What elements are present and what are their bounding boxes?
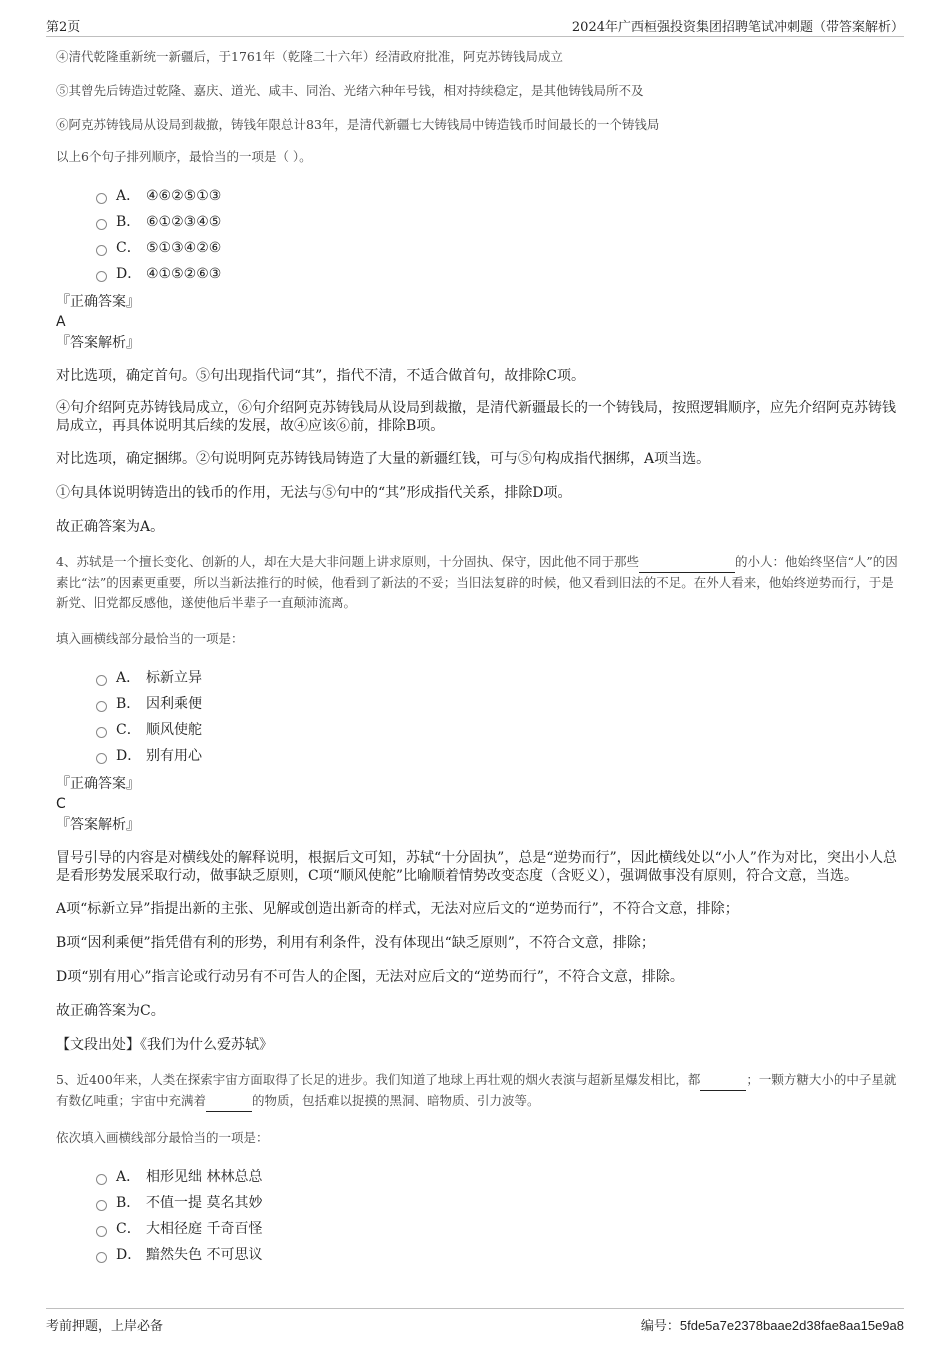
- q5-blank-1: [700, 1070, 746, 1091]
- q3-sentence-5: ⑤其曾先后铸造过乾隆、嘉庆、道光、咸丰、同治、光绪六种年号钱，相对持续稳定，是其他铸钱局所不及: [56, 83, 644, 98]
- q4-analysis-2: A项“标新立异”指提出新的主张、见解或创造出新奇的样式，无法对应后文的“逆势而行”，不符合文意，排除；: [56, 901, 739, 917]
- page-number: 第2页: [46, 20, 81, 35]
- page-header: [46, 14, 904, 37]
- radio-icon[interactable]: [96, 1200, 107, 1211]
- q3-analysis-2: ④句介绍阿克苏铸钱局成立，⑥句介绍阿克苏铸钱局从设局到裁撤，是清代新疆最长的一个铸钱局，按照逻辑顺序，应先介绍阿克苏铸钱局成立，再具体说明其后续的发展，故④应该⑥前，排除B项。: [56, 400, 896, 434]
- radio-icon[interactable]: [96, 219, 107, 230]
- radio-icon[interactable]: [96, 1252, 107, 1263]
- q5-prompt: 依次填入画横线部分最恰当的一项是：: [56, 1130, 269, 1145]
- q4-option-c[interactable]: C． 顺风使舵: [96, 717, 898, 743]
- q5-option-d[interactable]: D． 黯然失色 不可思议: [96, 1242, 898, 1268]
- q4-source: 【文段出处】《我们为什么爱苏轼》: [56, 1037, 273, 1053]
- q4-stem: 4、苏轼是一个擅长变化、创新的人，却在大是大非问题上讲求原则，十分固执、保守，因此他不同于那些 的小人：他始终坚信“人”的因素比“法”的因素更重要，所以当新法推行的时候，他看到了新法的不妥；当旧法复辟的时候，他又看到旧法的不足。在外人看来，他始终逆势而行，于是新党、旧党都反感他，遂使他后半辈子一直颠沛流离。: [56, 554, 898, 610]
- footer-slogan: 考前押题，上岸必备: [46, 1319, 164, 1334]
- radio-icon[interactable]: [96, 675, 107, 686]
- q3-option-a[interactable]: A． ④⑥②⑤①③: [96, 183, 898, 209]
- q4-prompt: 填入画横线部分最恰当的一项是：: [56, 631, 244, 646]
- q5-option-a[interactable]: A． 相形见绌 林林总总: [96, 1164, 898, 1190]
- q4-option-a[interactable]: A． 标新立异: [96, 665, 898, 691]
- q3-answer-label: 『正确答案』: [56, 294, 140, 310]
- radio-icon[interactable]: [96, 193, 107, 204]
- q3-sentence-6: ⑥阿克苏铸钱局从设局到裁撤，铸钱年限总计83年，是清代新疆七大铸钱局中铸造钱币时间最长的一个铸钱局: [56, 117, 660, 132]
- q3-sentence-4: ④清代乾隆重新统一新疆后，于1761年（乾隆二十六年）经清政府批准，阿克苏铸钱局成立: [56, 49, 563, 64]
- q3-answer: A: [56, 314, 66, 330]
- document-id: 编号：5fde5a7e2378baae2d38fae8aa15e9a8: [640, 1318, 904, 1334]
- q4-analysis-label: 『答案解析』: [56, 817, 140, 833]
- q5-option-b[interactable]: B． 不值一提 莫名其妙: [96, 1190, 898, 1216]
- q3-options: [56, 183, 898, 287]
- q4-analysis-1: 冒号引导的内容是对横线处的解释说明，根据后文可知，苏轼“十分固执”，总是“逆势而行”，因此横线处以“小人”作为对比，突出小人总是看形势发展采取行动，做事缺乏原则，C项“顺风使舵”比喻顺着情势改变态度（含贬义），强调做事没有原则，符合文意，当选。: [56, 850, 897, 884]
- q3-option-b[interactable]: B． ⑥①②③④⑤: [96, 209, 898, 235]
- q3-analysis-4: ①句具体说明铸造出的钱币的作用，无法与⑤句中的“其”形成指代关系，排除D项。: [56, 485, 572, 501]
- radio-icon[interactable]: [96, 1226, 107, 1237]
- page-footer: [46, 1308, 904, 1339]
- radio-icon[interactable]: [96, 701, 107, 712]
- q4-answer-label: 『正确答案』: [56, 776, 140, 792]
- q3-prompt: 以上6个句子排列顺序，最恰当的一项是（ ）。: [56, 149, 312, 164]
- q5-stem: 5、近400年来，人类在探索宇宙方面取得了长足的进步。我们知道了地球上再壮观的烟火表演与超新星爆发相比，都 ；一颗方糖大小的中子星就有数亿吨重；宇宙中充满着 的物质，包括难以捉摸的黑洞、暗物质、引力波等。: [56, 1070, 898, 1112]
- q3-analysis-5: 故正确答案为A。: [56, 519, 165, 535]
- q4-analysis-4: D项“别有用心”指言论或行动另有不可告人的企图，无法对应后文的“逆势而行”，不符合文意，排除。: [56, 969, 684, 985]
- radio-icon[interactable]: [96, 753, 107, 764]
- radio-icon[interactable]: [96, 271, 107, 282]
- q3-option-c[interactable]: C． ⑤①③④②⑥: [96, 235, 898, 261]
- document-content: [56, 44, 898, 1268]
- radio-icon[interactable]: [96, 727, 107, 738]
- q3-analysis-3: 对比选项，确定捆绑。②句说明阿克苏铸钱局铸造了大量的新疆红钱，可与⑤句构成指代捆绑，A项当选。: [56, 451, 711, 467]
- q3-sentences: [56, 47, 898, 167]
- q5-option-c[interactable]: C． 大相径庭 千奇百怪: [96, 1216, 898, 1242]
- q4-options: [56, 665, 898, 769]
- q4-option-d[interactable]: D． 别有用心: [96, 743, 898, 769]
- q4-analysis-5: 故正确答案为C。: [56, 1003, 165, 1019]
- q5-options: [56, 1164, 898, 1268]
- q4-answer: C: [56, 796, 66, 812]
- radio-icon[interactable]: [96, 1174, 107, 1185]
- q4-blank: [639, 552, 735, 573]
- q4-analysis-3: B项“因利乘便”指凭借有利的形势，利用有利条件，没有体现出“缺乏原则”，不符合文意，排除；: [56, 935, 655, 951]
- document-title: 2024年广西桓强投资集团招聘笔试冲刺题（带答案解析）: [571, 20, 904, 35]
- radio-icon[interactable]: [96, 245, 107, 256]
- q4-option-b[interactable]: B． 因利乘便: [96, 691, 898, 717]
- q3-analysis-label: 『答案解析』: [56, 335, 140, 351]
- q5-blank-2: [206, 1091, 252, 1112]
- q3-analysis-1: 对比选项，确定首句。⑤句出现指代词“其”，指代不清，不适合做首句，故排除C项。: [56, 368, 586, 384]
- q3-option-d[interactable]: D． ④①⑤②⑥③: [96, 261, 898, 287]
